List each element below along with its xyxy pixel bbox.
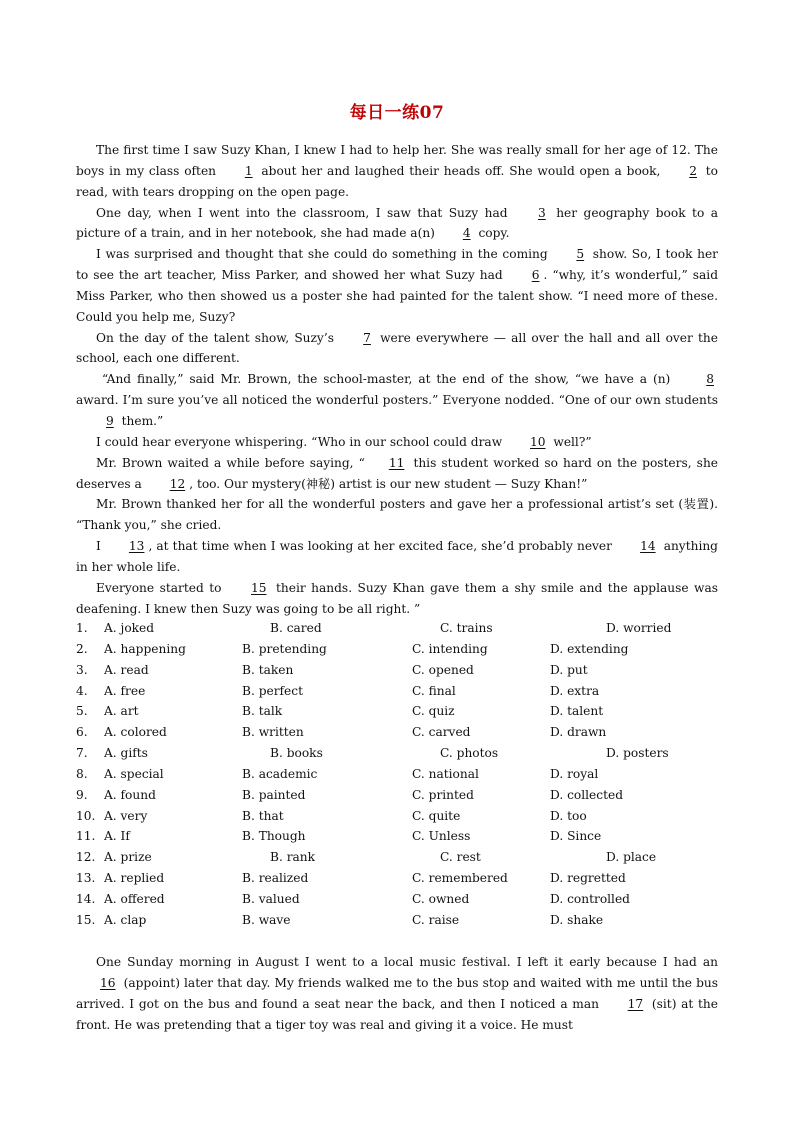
option-d: D. posters [606, 746, 669, 761]
question-number: 6. [76, 725, 88, 740]
option-row [76, 618, 718, 639]
blank-8: 8 [706, 372, 714, 387]
text: Everyone started to [96, 580, 227, 595]
blank-10: 10 [530, 434, 546, 449]
text: On the day of the talent show, Suzy’s [96, 330, 340, 345]
option-d: D. worried [606, 621, 672, 635]
text: award. I’m sure you’ve all noticed the wonderful posters.” Everyone nodded. “One of our own students [76, 393, 718, 408]
option-b: B. that [242, 808, 284, 823]
option-a: A. prize [104, 850, 152, 865]
option-row [76, 681, 718, 702]
question-number: 13. [76, 871, 96, 886]
option-c: C. printed [412, 787, 474, 802]
option-a: A. found [104, 787, 156, 802]
text: their hands. Suzy Khan gave them a shy smile and the applause was deafening. I knew then Suzy was going to be all right. ” [76, 580, 718, 616]
option-row [76, 722, 718, 743]
paragraph-8 [76, 494, 718, 536]
question-number: 11. [76, 829, 96, 844]
option-a: A. happening [104, 641, 186, 656]
option-d: D. regretted [550, 871, 626, 886]
option-c: C. quiz [412, 704, 455, 719]
option-b: B. talk [242, 704, 283, 719]
question-number: 15. [76, 912, 96, 927]
option-c: C. national [412, 766, 479, 781]
question-number: 14. [76, 891, 96, 906]
blank-7: 7 [363, 330, 371, 345]
text: The first time I saw Suzy Khan, I knew I had to help her. She was really small for her age of 12. The boys in my class often [76, 143, 718, 178]
option-c: C. final [412, 683, 456, 698]
paragraph-4 [76, 328, 718, 370]
paragraph-9 [76, 536, 718, 578]
option-d: D. drawn [550, 725, 607, 740]
option-a: A. replied [104, 871, 165, 886]
grammar-passage [76, 952, 718, 1035]
option-b: B. Though [242, 829, 306, 844]
option-b: B. cared [270, 621, 322, 635]
option-c: C. Unless [412, 829, 471, 844]
paragraph-1 [76, 140, 718, 203]
option-b: B. academic [242, 766, 318, 781]
option-d: D. collected [550, 787, 623, 802]
text: I [96, 539, 105, 554]
option-d: D. put [550, 662, 588, 677]
option-b: B. written [242, 725, 304, 740]
option-c: C. owned [412, 891, 470, 906]
text: were everywhere — all over the hall and all over the school, each one different. [76, 330, 718, 366]
blank-2: 2 [689, 163, 697, 178]
option-a: A. colored [104, 725, 167, 740]
option-row [76, 785, 718, 806]
option-c: C. photos [440, 746, 499, 761]
option-b: B. realized [242, 871, 309, 886]
option-c: C. quite [412, 808, 461, 823]
option-d: D. extending [550, 641, 629, 656]
option-c: C. intending [412, 641, 488, 656]
option-b: B. perfect [242, 683, 303, 698]
paragraph-10 [76, 578, 718, 620]
blank-15: 15 [250, 580, 267, 595]
option-c: C. trains [440, 621, 493, 635]
blank-6: 6 [531, 268, 540, 283]
option-b: B. books [270, 746, 323, 761]
option-a: A. very [104, 808, 148, 823]
text: copy. [474, 226, 510, 241]
option-c: C. raise [412, 912, 460, 927]
question-number: 5. [76, 704, 88, 719]
option-a: A. gifts [104, 746, 148, 761]
option-a: A. special [104, 766, 164, 781]
question-number: 1. [76, 621, 88, 635]
option-b: B. painted [242, 787, 306, 802]
option-row [76, 826, 718, 847]
text: Mr. Brown thanked her for all the wonderful posters and gave her a professional artist’s set (装置). “Thank you,” she cried. [76, 497, 718, 533]
option-row [76, 743, 718, 764]
option-row [76, 701, 718, 722]
text: well?” [549, 434, 592, 449]
paragraph-3 [76, 244, 718, 327]
text: , too. Our mystery(神秘) artist is our new student — Suzy Khan!” [189, 476, 588, 491]
blank-14: 14 [640, 539, 656, 554]
option-row [76, 660, 718, 681]
option-a: A. free [104, 683, 146, 698]
option-row [76, 764, 718, 785]
option-row [76, 868, 718, 889]
option-a: A. art [104, 704, 139, 719]
blank-17: 17 [627, 996, 644, 1011]
option-d: D. royal [550, 766, 599, 781]
paragraph-5 [76, 369, 718, 432]
option-a: A. read [104, 662, 149, 677]
option-c: C. remembered [412, 871, 508, 886]
blank-12: 12 [169, 476, 186, 491]
question-number: 2. [76, 641, 88, 656]
text: to read, with tears dropping on the open page. [76, 163, 718, 199]
option-d: D. place [606, 850, 657, 865]
question-number: 10. [76, 808, 96, 823]
option-row [76, 910, 718, 931]
option-d: D. shake [550, 912, 604, 927]
text: (appoint) later that day. My friends walked me to the bus stop and waited with me until the bus arrived. I got on the bus and found a seat near the back, and then I noticed a man [76, 975, 718, 1011]
text: , at that time when I was looking at her excited face, she’d probably never [148, 539, 617, 554]
option-b: B. wave [242, 912, 291, 927]
blank-3: 3 [538, 205, 546, 220]
question-number: 12. [76, 850, 96, 865]
option-d: D. extra [550, 683, 600, 698]
blank-5: 5 [576, 247, 585, 262]
option-b: B. rank [270, 850, 316, 865]
text: her geography book to a picture of a train, and in her notebook, she had made a(n) [76, 205, 718, 241]
text: . “why, it’s wonderful,” said Miss Parker, who then showed us a poster she had painted for the talent show. “I need more of these. Could you help me, Suzy? [76, 268, 718, 324]
paragraph-6 [76, 432, 718, 453]
blank-4: 4 [462, 226, 471, 241]
text: this student worked so hard on the posters, she deserves a [76, 455, 719, 491]
question-number: 8. [76, 766, 88, 781]
option-a: A. joked [104, 621, 155, 635]
cloze-passage [76, 140, 718, 619]
paragraph-2 [76, 203, 718, 245]
option-d: D. controlled [550, 891, 630, 906]
answer-options [76, 618, 718, 931]
option-d: D. too [550, 808, 587, 823]
option-c: C. rest [440, 850, 481, 865]
text: Mr. Brown waited a while before saying, “ [96, 455, 365, 470]
text: about her and laughed their heads off. She would open a book, [256, 163, 666, 178]
option-d: D. talent [550, 704, 604, 719]
question-number: 3. [76, 662, 88, 677]
text: “And finally,” said Mr. Brown, the school-master, at the end of the show, “we have a (n) [102, 372, 677, 387]
option-b: B. pretending [242, 641, 327, 656]
option-c: C. opened [412, 662, 474, 677]
text: (sit) at the front. He was pretending that a tiger toy was real and giving it a voice. He must [76, 996, 718, 1032]
blank-11: 11 [388, 455, 405, 470]
blank-1: 1 [244, 163, 253, 178]
option-a: A. offered [104, 891, 165, 906]
text: anything in her whole life. [76, 539, 718, 574]
question-number: 7. [76, 746, 88, 761]
text: I was surprised and thought that she could do something in the coming [96, 247, 553, 262]
option-b: B. taken [242, 662, 294, 677]
question-number: 9. [76, 787, 88, 802]
page-title: 每日一练07 [349, 103, 445, 123]
paragraph-7 [76, 453, 718, 495]
option-b: B. valued [242, 891, 300, 906]
text: One day, when I went into the classroom, I saw that Suzy had [96, 205, 514, 220]
blank-16: 16 [100, 975, 116, 990]
text: I could hear everyone whispering. “Who in our school could draw [96, 434, 506, 449]
option-row [76, 639, 718, 660]
text: One Sunday morning in August I went to a local music festival. I left it early because I had an [96, 955, 718, 969]
option-row [76, 806, 718, 827]
blank-13: 13 [128, 539, 145, 554]
option-row [76, 889, 718, 910]
text: them.” [117, 413, 164, 428]
blank-9: 9 [106, 413, 114, 428]
text: show. So, I took her to see the art teacher, Miss Parker, and showed her what Suzy had [76, 247, 719, 283]
option-c: C. carved [412, 725, 471, 740]
option-row [76, 847, 718, 868]
option-a: A. clap [104, 912, 147, 927]
paragraph-11 [76, 952, 718, 1035]
option-d: D. Since [550, 829, 602, 844]
option-a: A. If [104, 829, 130, 844]
question-number: 4. [76, 683, 88, 698]
